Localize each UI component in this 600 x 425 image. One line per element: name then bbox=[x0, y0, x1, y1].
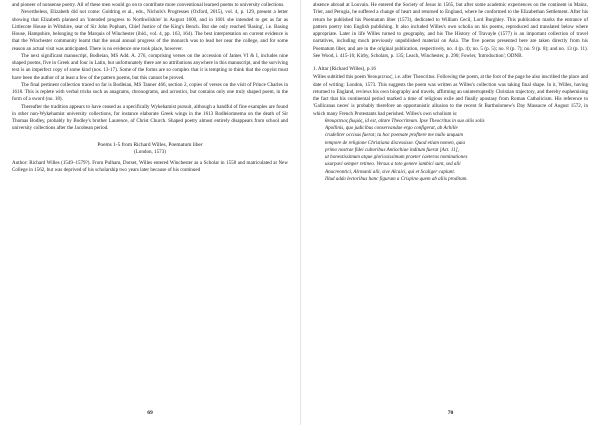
paragraph-intro: and pioneer of nonsense poetry. All of these men would go on to contribute more conventional learned poems to university collections. bbox=[12, 2, 285, 8]
latin-line: Illud addo lectoribus hanc figuram a Crispino quem ab aliis proditam. bbox=[325, 175, 468, 182]
paragraph-author: Author: Richard Willes (1549–1579?). From Pulham, Dorset, Willes entered Winchester as a Scholar in 1558 and matriculated at New College in 1562, but was deprived of his scholarship two years later because of his continued bbox=[12, 160, 288, 174]
latin-line: crudeliter occisus fuerat; tu hoc poemate profitere me nullo unquam bbox=[325, 132, 463, 139]
section-subtitle: (London, 1573) bbox=[134, 149, 166, 155]
latin-line: ut honestissimum atque gloriosissimum praeter caeteras nominationes bbox=[325, 154, 468, 160]
page-number-left: 69 bbox=[147, 409, 153, 416]
latin-line: usurpavi semper retineo. Versus a toto genere iambici sunt, sed alii bbox=[325, 161, 461, 168]
latin-scholium bbox=[313, 118, 588, 183]
entry-heading: 1. Altar (Richard Willes), p.16 bbox=[313, 66, 376, 72]
latin-line: tempore de religione Christiana discessisse. Quod etiam nomen, quia bbox=[325, 139, 466, 146]
latin-line: primo nostrae fidei cultoribus Antiochiae inditum fuerat [Act. 11], bbox=[325, 146, 459, 153]
paragraph-final-collection: The final pertinent collection traced so far is Bodleian, MS Tanner 466, section 2, copies of verses on the visit of Prince Charles in 1618. This is replete with verbal tricks such as anagrams, chronograms, and acrostics, but contains only one truly shaped poem, in the form of a sword (no. 18). bbox=[12, 81, 288, 103]
latin-line: Anacreontici, Alcmanii alii, sive Alcaici, qui et Scaliger capiunt. bbox=[325, 168, 455, 175]
paragraph-elizabeth: Nevertheless, Elizabeth did not come: Goldring et al., eds., Nichols's Progresses (Oxford, 2015), vol. 4, p. 129, present a letter showing that Elizabeth planned an 'intended progress to Northwilshire' in August 1600, and in 1601 she intended to get as far as Littlecote House in Wiltshire, seat of Sir John Popham, Chief Justice of the King's Bench. But she only reached 'Basing', i.e. Basing House, Hampshire, belonging to the Marquis of Winchester (ibid., vol. 4, pp. 163, 164). The best interpretation on current evidence is that the Winchester community learnt that the usual annual progress of the monarch was to lead her near the college, and for some reason an actual visit was anticipated. There is no evidence one took place, however. bbox=[12, 9, 288, 52]
right-page bbox=[300, 0, 600, 425]
paragraph-thereafter: Thereafter the tradition appears to have ceased as a specifically Wykehamist pursuit, although a handful of fine examples are found in other non-Wykehamist university collections, for instance elaborate Greek wings in the 1613 Bodleiomnema on the death of Sir Thomas Bodley, probably by Bodley's brother Laurence, of Christ Church. Shaped poetry almost entirely disappears from school and university collections after the Jacobean period. bbox=[12, 103, 288, 132]
paragraph-second-manuscript: The next significant manuscript, Bodleian, MS Add. A. 276, comprising verses on the accession of James VI & I, includes nine shaped poems, five in Greek and four in Latin, but unfortunately there are no attributions anywhere in this manuscript, and the surviving text is an imperfect copy of some kind (nos. 13-17). Some of the forms are so complex that it is tempting to think that the copyist must have been the author of at least a few of the pattern poems, but this cannot be proved. bbox=[12, 52, 288, 81]
section-title: Poems 1-5 from Richard Willes, Poematum liber bbox=[97, 141, 203, 148]
page-number-right: 70 bbox=[447, 409, 454, 416]
latin-line: θεοκριτειος βωμός, id est, altare Theocriteum. Ipse Theocritus in suo aliis solis bbox=[325, 117, 485, 124]
paragraph-altar: Willes subtitled this poem 'θεοκριτειος', i.e. after Theocritus. Following the poem, at the foot of the page he also inscribed the place and date of writing: London, 1573. This suggests the poem was written as Willes's collection was taking final shape. In it, Willes, having returned to England, reviews his own biography and travels, affirming an uninterruptedly Christian trajectory, and thereby euphemising the fact that his continental period marked a time of religious exile and finally apostasy from Roman Catholicism. His reference to 'Gallicanas neces' is probably therefore an opportunistic allusion to the recent St Bartholomew's Day Massacre of August 1572, in which many French Protestants had perished. Willes's own scholium is: bbox=[313, 74, 588, 117]
paragraph-author-continued: absence abroad at Louvain. He entered the Society of Jesus in 1565, but after some academic experiences on the continent in Mainz, Trier, and Perugia, he suffered a change of heart and returned to England, where he conformed to the Elizabethan Settlement. After his return he published his Poematum liber (1573), dedicated to William Cecil, Lord Burghley. This publication marks the entrance of pattern poetry into English publishing. It also included Willes's own scholia on his poems, reproduced and translated below where appropriate. Later in life Willes turned to geography, and his The History of Travayle (1577) is an important collection of travel narratives, including much previously unpublished material on Asia. The five poems presented here are taken directly from his Poematum liber, and are in the original publication, respectively, no. 4 (p. 4); no. 5 (p. 5); no. 8 (p. 7); no. 9 (p. 8); and no. 13 (p. 11). See Wood, i. 415-16; Kirby, Scholars, p. 135; Leach, Winchester, p. 290; Fowler, 'Introduction'; ODNB. bbox=[313, 2, 588, 59]
latin-line: Apollinis, quo judicibus conservandae ergo configerat, ab Achille bbox=[325, 125, 458, 131]
